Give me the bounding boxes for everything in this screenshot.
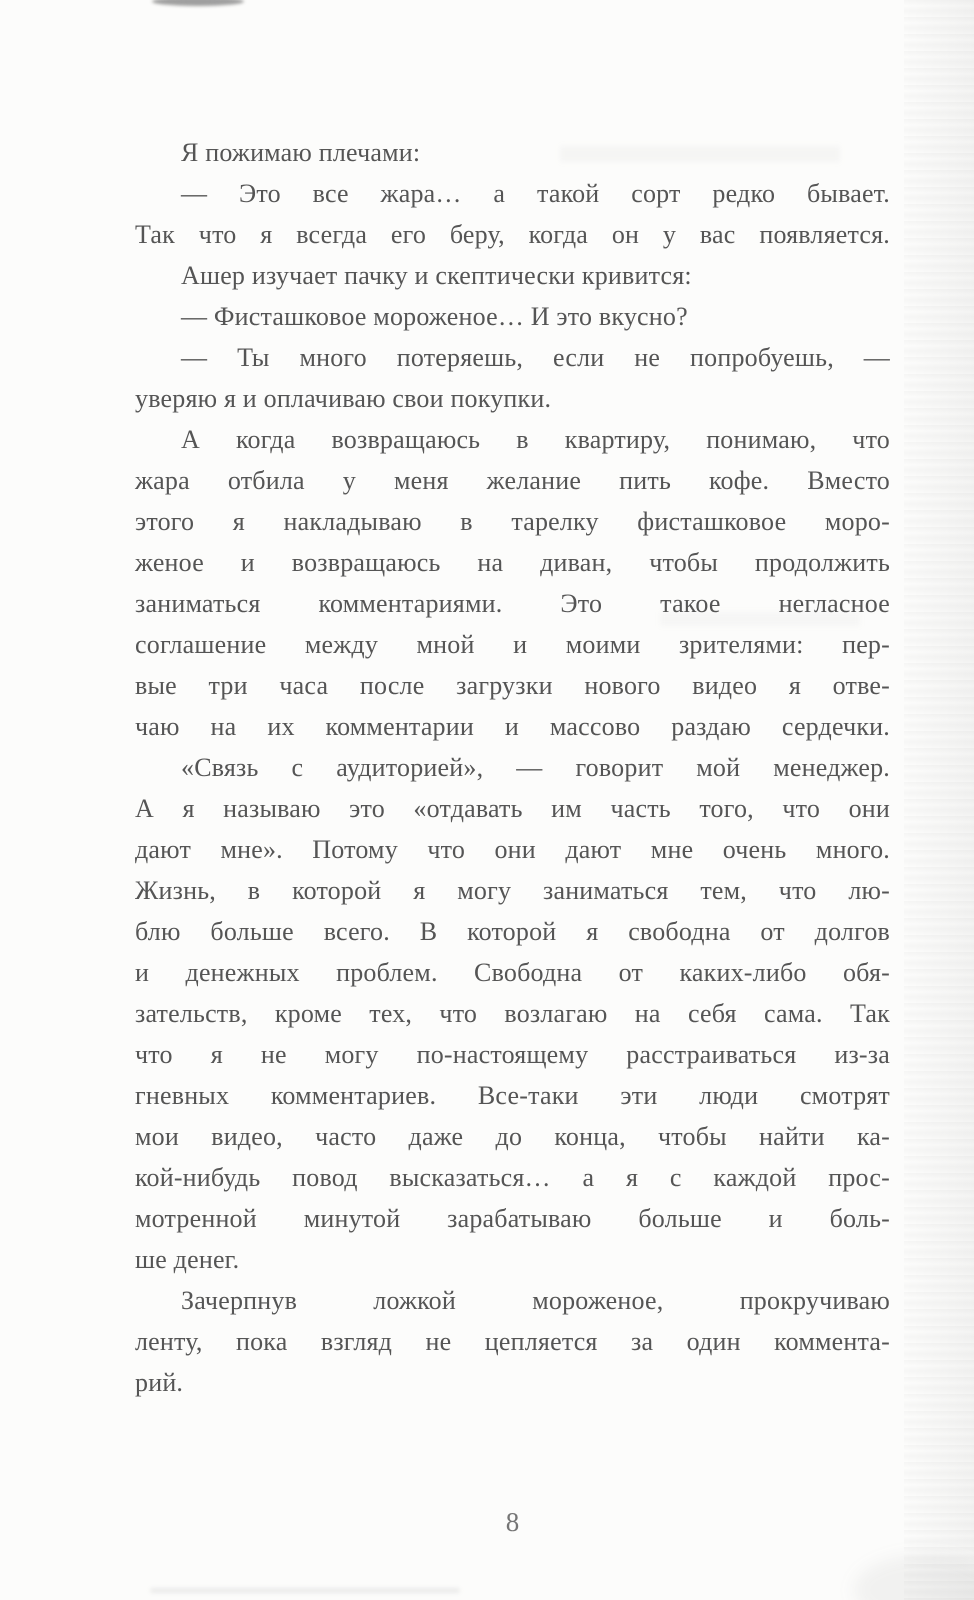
scan-artifact-corner-smudge [854, 1555, 974, 1600]
text-line: гневных комментариев. Все-таки эти люди смотрят [135, 1081, 890, 1110]
text-line: Жизнь, в которой я могу заниматься тем, что лю- [135, 876, 890, 905]
text-line: жара отбила у меня желание пить кофе. Вместо [135, 466, 890, 495]
text-line: мотренной минутой зарабатываю больше и боль- [135, 1204, 890, 1233]
text-line: Я пожимаю плечами: [181, 138, 421, 167]
text-line: женое и возвращаюсь на диван, чтобы продолжить [135, 548, 890, 577]
scan-artifact-top-smudge [152, 0, 244, 6]
text-line: Ашер изучает пачку и скептически кривится: [181, 261, 692, 290]
page-number: 8 [505, 1507, 520, 1537]
scan-artifact-right-edge [904, 0, 974, 1600]
text-line: — Фисташковое мороженое… И это вкусно? [181, 302, 688, 331]
text-line: дают мне». Потому что они дают мне очень много. [135, 835, 890, 864]
text-line: ленту, пока взгляд не цепляется за один коммента- [135, 1327, 890, 1356]
text-line: чаю на их комментарии и массово раздаю сердечки. [135, 712, 890, 741]
text-line: Зачерпнув ложкой мороженое, прокручиваю [181, 1286, 890, 1315]
text-line: «Связь с аудиторией», — говорит мой менеджер. [181, 753, 890, 782]
text-line: этого я накладываю в тарелку фисташковое моро- [135, 507, 890, 536]
text-line: уверяю я и оплачиваю свои покупки. [135, 384, 552, 413]
text-line: Так что я всегда его беру, когда он у вас появляется. [135, 220, 890, 249]
scan-artifact-bottom-streak [150, 1588, 460, 1593]
text-line: мои видео, часто даже до конца, чтобы найти ка- [135, 1122, 890, 1151]
text-line: — Ты много потеряешь, если не попробуешь, — [181, 343, 890, 372]
text-block [135, 132, 890, 1403]
text-line: кой-нибудь повод высказаться… а я с каждой прос- [135, 1163, 890, 1192]
text-line: блю больше всего. В которой я свободна от долгов [135, 917, 890, 946]
text-line: что я не могу по-настоящему расстраиваться из-за [135, 1040, 890, 1069]
text-line: А когда возвращаюсь в квартиру, понимаю, что [181, 425, 890, 454]
text-line: — Это все жара… а такой сорт редко бывает. [181, 179, 890, 208]
text-line: и денежных проблем. Свободна от каких-либо обя- [135, 958, 890, 987]
text-line: зательств, кроме тех, что возлагаю на себя сама. Так [135, 999, 890, 1028]
text-line: соглашение между мной и моими зрителями: пер- [135, 630, 890, 659]
text-line: рий. [135, 1368, 184, 1397]
text-line: вые три часа после загрузки нового видео я отве- [135, 671, 890, 700]
text-line: заниматься комментариями. Это такое негласное [135, 589, 890, 618]
text-line: ше денег. [135, 1245, 240, 1274]
text-line: А я называю это «отдавать им часть того, что они [135, 794, 890, 823]
